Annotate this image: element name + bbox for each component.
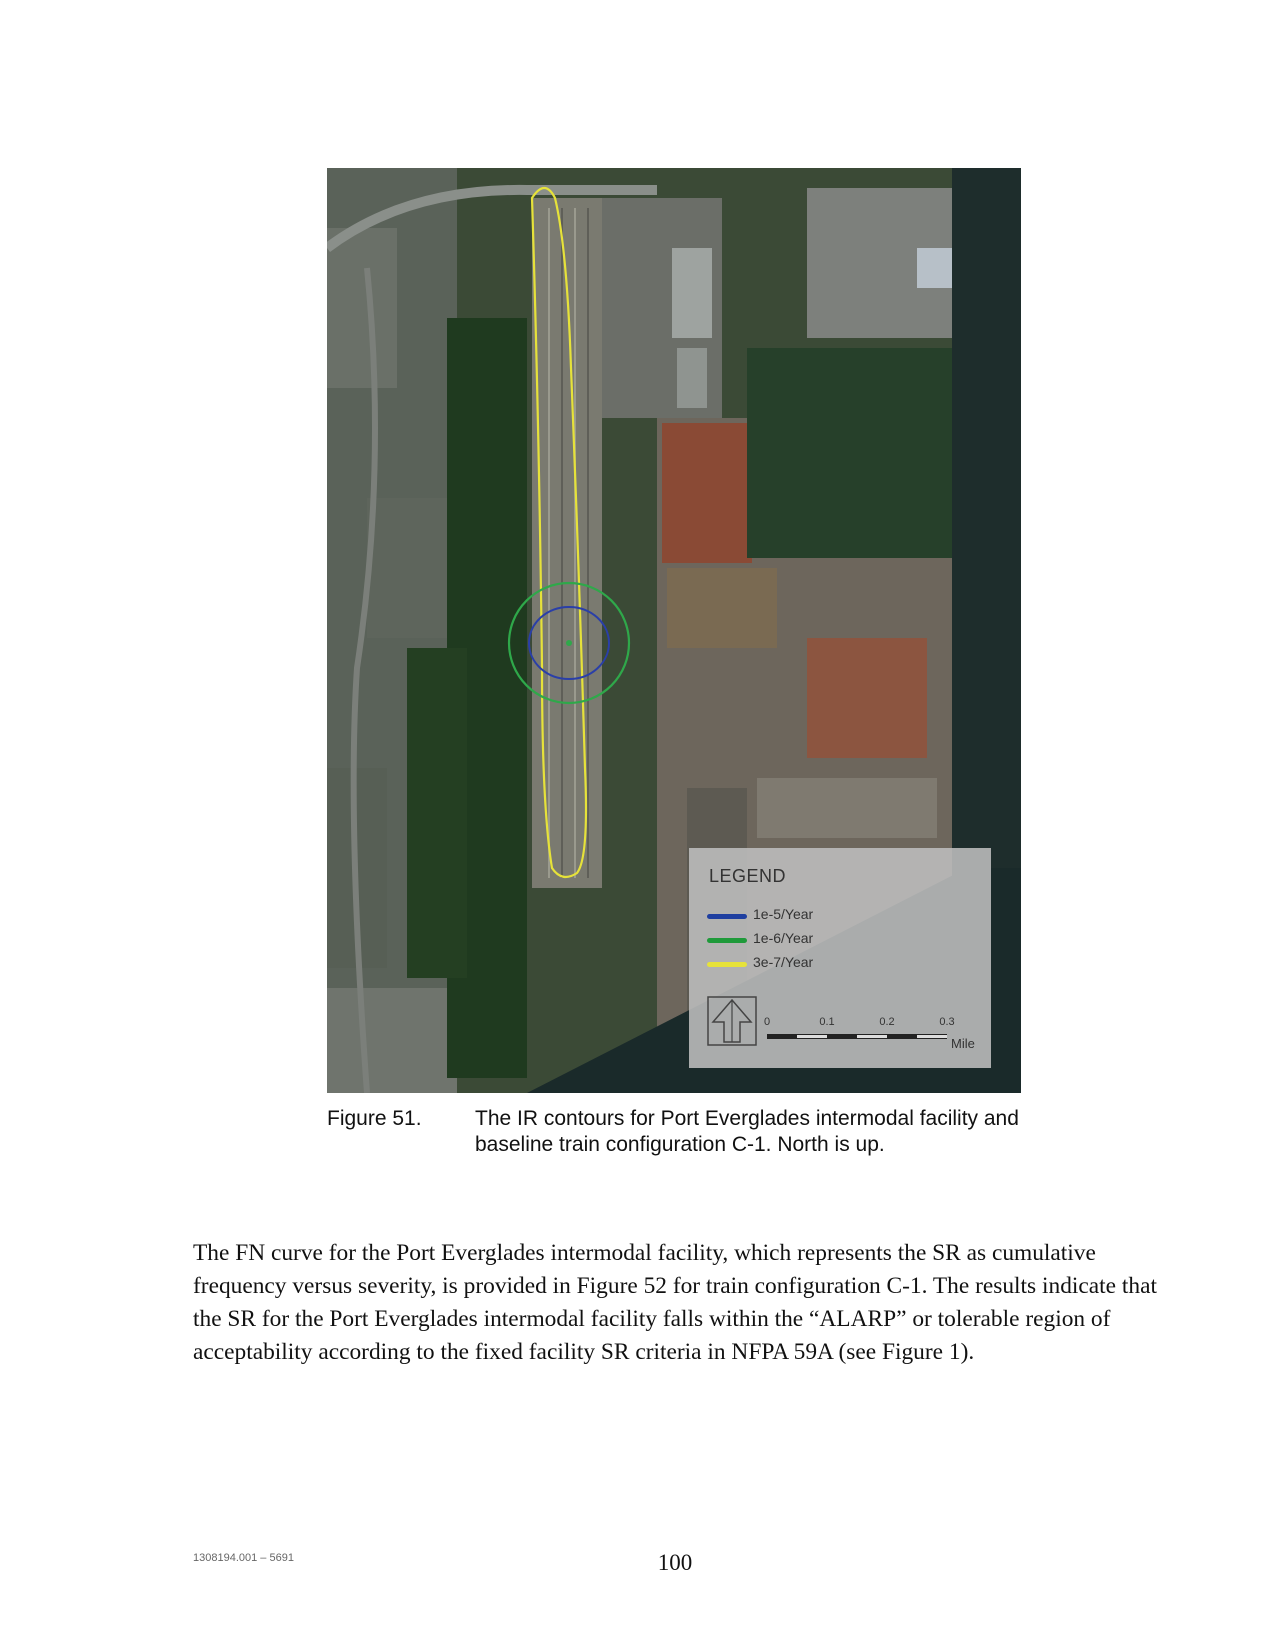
legend-label: 1e-6/Year (753, 930, 814, 946)
aerial-map-figure (327, 168, 1021, 1093)
scale-unit: Mile (951, 1036, 975, 1051)
scale-tick-label: 0 (763, 1016, 771, 1028)
legend-label: 3e-7/Year (753, 954, 814, 970)
scale-tick-label: 0.2 (879, 1016, 895, 1028)
scale-tick-label: 0.3 (939, 1016, 955, 1028)
legend-swatch-yellow (707, 962, 747, 967)
scale-tick-label: 0.1 (819, 1016, 835, 1028)
caption-text: The IR contours for Port Everglades intermodal facility and baseline train configuration C-1. North is up. (475, 1107, 1019, 1156)
legend-label: 1e-5/Year (753, 906, 814, 922)
legend-title: LEGEND (709, 866, 787, 886)
page-number: 100 (657, 1550, 693, 1575)
legend-swatch-blue (707, 914, 747, 919)
map-legend (689, 848, 991, 1068)
scale-bar (763, 1016, 977, 1060)
legend-swatch-green (707, 938, 747, 943)
document-id: 1308194.001 – 5691 (193, 1552, 294, 1564)
north-arrow-icon (707, 996, 757, 1046)
caption-label: Figure 51. (327, 1107, 422, 1130)
body-paragraph: The FN curve for the Port Everglades intermodal facility, which represents the SR as cumulative frequency versus severity, is provided in Figure 52 for train configuration C-1. The results indicate that the SR for the Port Everglades intermodal facility falls within the “ALARP” or tolerable region of acceptability according to the fixed facility SR criteria in NFPA 59A (see Figure 1). (193, 1240, 1157, 1365)
